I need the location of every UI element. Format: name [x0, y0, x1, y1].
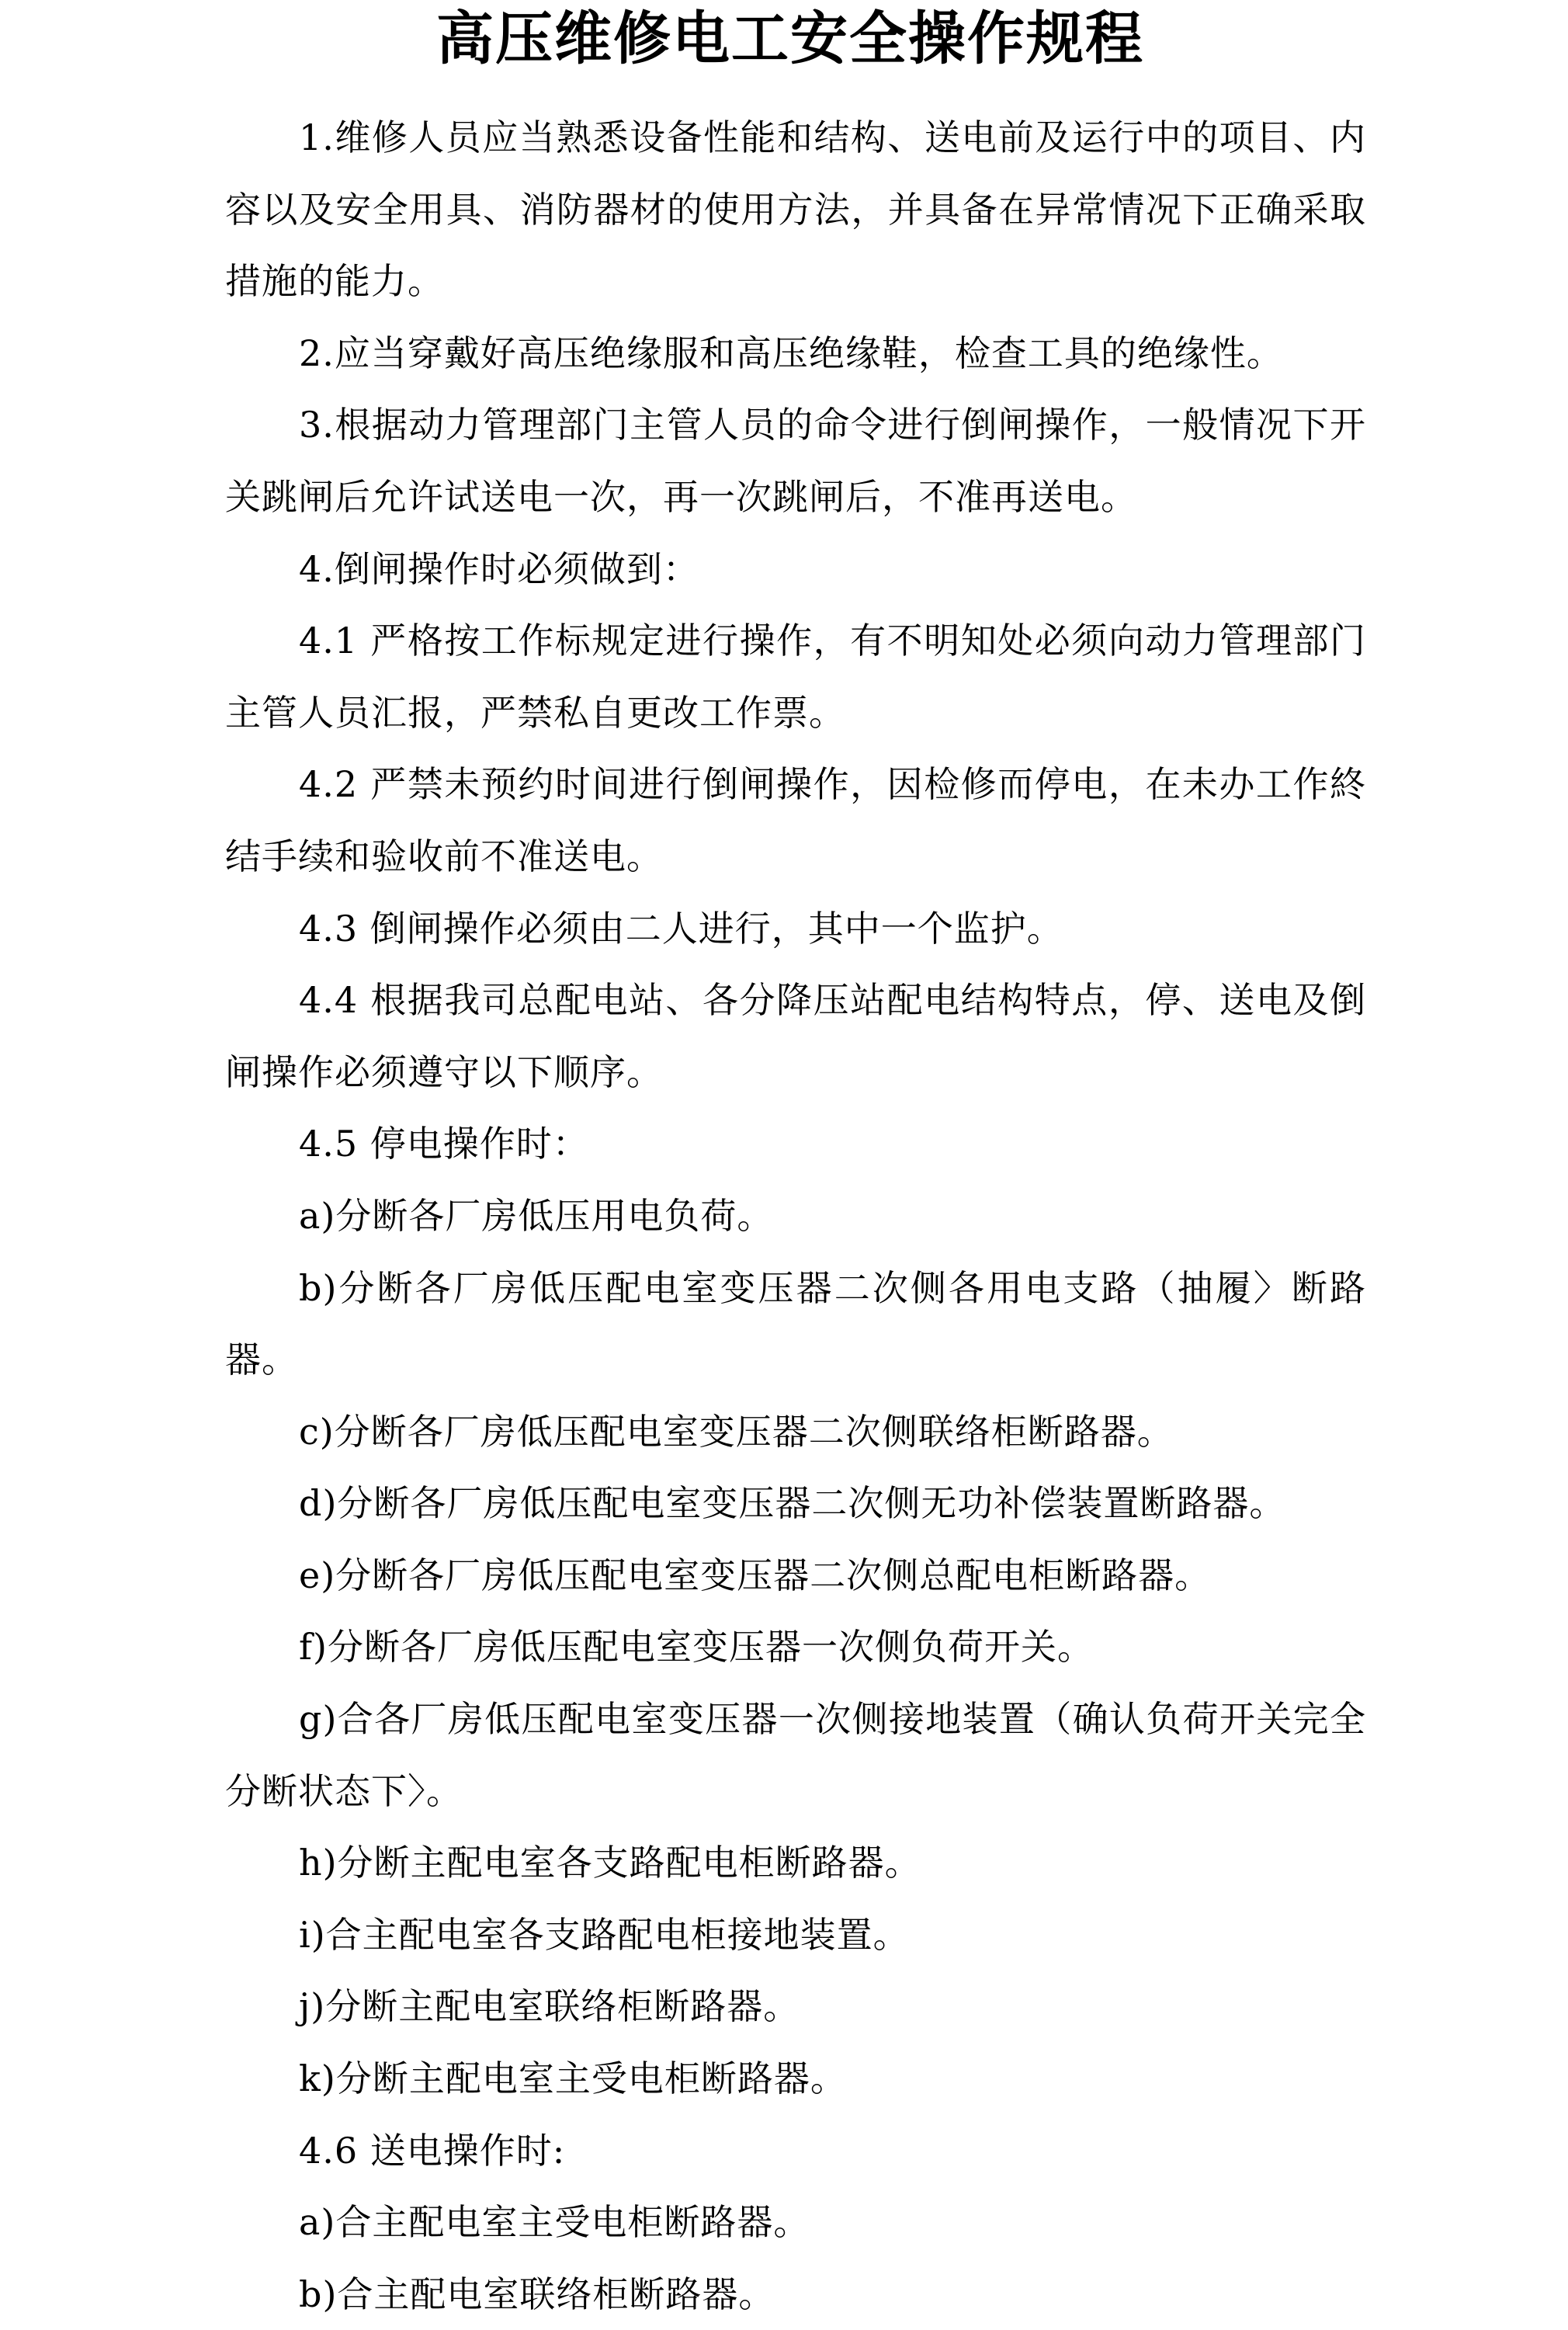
document-body — [225, 102, 1366, 2330]
paragraph-4-6: 4.6 送电操作时: — [299, 2129, 566, 2172]
paragraph-4: 4.倒闸操作时必须做到： — [299, 547, 699, 590]
paragraph-4-5: 4.5 停电操作时： — [299, 1123, 589, 1165]
paragraph-2: 2.应当穿戴好高压绝缘服和高压绝缘鞋，检查工具的绝缘性。 — [299, 332, 1283, 374]
list-item-stop-d: d)分断各厂房低压配电室变压器二次侧无功补偿装置断路器。 — [299, 1482, 1286, 1525]
list-item-stop-a: a)分断各厂房低压用电负荷。 — [299, 1194, 774, 1237]
list-item-stop-f: f)分断各厂房低压配电室变压器一次侧负荷开关。 — [299, 1626, 1094, 1669]
list-item-stop-c: c)分断各厂房低压配电室变压器二次侧联络柜断路器。 — [299, 1410, 1174, 1453]
list-item-stop-b: b)分断各厂房低压配电室变压器二次侧各用电支路（抽履〉断路器。 — [225, 1266, 1366, 1381]
list-item-stop-k: k)分断主配电室主受电柜断路器。 — [299, 2057, 847, 2100]
document-title: 高压维修电工安全操作规程 — [436, 5, 1144, 72]
list-item-start-a: a)合主配电室主受电柜断路器。 — [299, 2201, 810, 2244]
list-item-start-b: b)合主配电室联络柜断路器。 — [299, 2273, 775, 2315]
list-item-stop-g: g)合各厂房低压配电室变压器一次侧接地装置（确认负荷开关完全分断状态下〉。 — [225, 1698, 1366, 1812]
paragraph-1: 1.维修人员应当熟悉设备性能和结构、送电前及运行中的项目、内容以及安全用具、消防器材的使用方法，并具备在异常情况下正确采取措施的能力。 — [225, 116, 1366, 303]
paragraph-4-4: 4.4 根据我司总配电站、各分降压站配电结构特点，停、送电及倒闸操作必须遵守以下顺序。 — [225, 979, 1366, 1093]
paragraph-4-3: 4.3 倒闸操作必须由二人进行，其中一个监护。 — [299, 907, 1063, 950]
paragraph-4-2: 4.2 严禁未预约时间进行倒闸操作，因检修而停电，在未办工作終结手续和验收前不准送电。 — [225, 763, 1366, 877]
list-item-stop-h: h)分断主配电室各支路配电柜断路器。 — [299, 1842, 921, 1884]
list-item-stop-i: i)合主配电室各支路配电柜接地装置。 — [299, 1913, 910, 1956]
paragraph-4-1: 4.1 严格按工作标规定进行操作，有不明知处必须向动力管理部门主管人员汇报，严禁私自更改工作票。 — [225, 620, 1366, 734]
paragraph-3: 3.根据动力管理部门主管人员的命令进行倒闸操作，一般情况下开关跳闸后允许试送电一次，再一次跳闸后，不准再送电。 — [225, 404, 1366, 518]
list-item-stop-j: j)分断主配电室联络柜断路器。 — [299, 1985, 800, 2028]
list-item-stop-e: e)分断各厂房低压配电室变压器二次侧总配电柜断路器。 — [299, 1554, 1212, 1596]
